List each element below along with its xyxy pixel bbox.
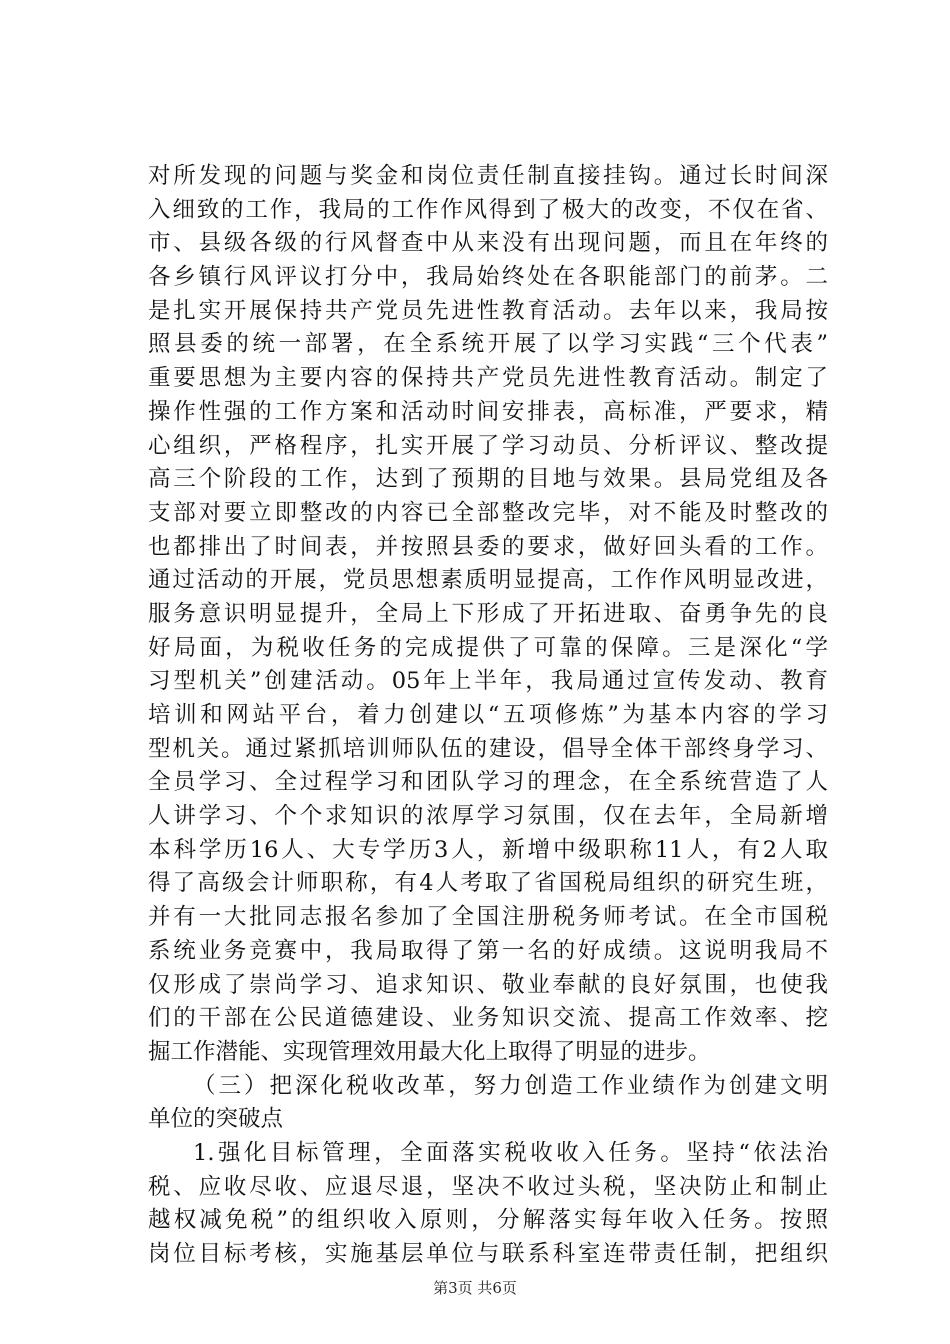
paragraph-end-line: 掘工作潜能、实现管理效用最大化上取得了明显的进步。: [148, 1038, 711, 1065]
text-line: 人讲学习、个个求知识的浓厚学习氛围，仅在去年，全局新增: [148, 803, 828, 830]
page-number-footer: 第3页 共6页: [433, 1279, 517, 1297]
text-line: 好局面，为税收任务的完成提供了可靠的保障。三是深化“学: [148, 634, 828, 661]
text-line: 们的干部在公民道德建设、业务知识交流、提高工作效率、挖: [148, 1005, 828, 1032]
text-line: 系统业务竞赛中，我局取得了第一名的好成绩。这说明我局不: [148, 937, 828, 964]
text-line: 培训和网站平台，着力创建以“五项修炼”为基本内容的学习: [148, 702, 828, 728]
text-line: 通过活动的开展，党员思想素质明显提高，工作作风明显改进，: [148, 567, 828, 594]
text-line: 本科学历16人、大专学历3人，新增中级职称11人，有2人取: [148, 836, 828, 863]
text-line: 得了高级会计师职称，有4人考取了省国税局组织的研究生班，: [148, 870, 828, 897]
text-line: 仅形成了崇尚学习、追求知识、敬业奉献的良好氛围，也使我: [148, 971, 828, 998]
text-line: 1.强化目标管理，全面落实税收收入任务。坚持“依法治: [193, 1139, 828, 1166]
text-line: 支部对要立即整改的内容已全部整改完毕，对不能及时整改的: [148, 499, 828, 526]
text-line: 各乡镇行风评议打分中，我局始终处在各职能部门的前茅。二: [148, 264, 828, 291]
section-heading-line: 单位的突破点: [148, 1106, 284, 1133]
text-line: 操作性强的工作方案和活动时间安排表，高标准，严要求，精: [148, 398, 828, 425]
text-line: 心组织，严格程序，扎实开展了学习动员、分析评议、整改提: [148, 432, 828, 459]
text-line: 全员学习、全过程学习和团队学习的理念，在全系统营造了人: [148, 769, 828, 796]
text-line: 型机关。通过紧抓培训师队伍的建设，倡导全体干部终身学习、: [148, 735, 828, 762]
section-heading-line: （三）把深化税收改革，努力创造工作业绩作为创建文明: [193, 1072, 828, 1099]
text-line: 市、县级各级的行风督查中从来没有出现问题，而且在年终的: [148, 230, 828, 257]
text-line: 并有一大批同志报名参加了全国注册税务师考试。在全市国税: [148, 904, 828, 931]
text-line: 岗位目标考核，实施基层单位与联系科室连带责任制，把组织: [148, 1241, 828, 1267]
text-line: 对所发现的问题与奖金和岗位责任制直接挂钩。通过长时间深: [148, 163, 828, 189]
document-body: [148, 160, 828, 1272]
text-line: 重要思想为主要内容的保持共产党员先进性教育活动。制定了: [148, 365, 828, 392]
text-line: 也都排出了时间表，并按照县委的要求，做好回头看的工作。: [148, 533, 828, 560]
text-line: 是扎实开展保持共产党员先进性教育活动。去年以来，我局按: [148, 297, 828, 324]
text-line: 照县委的统一部署，在全系统开展了以学习实践“三个代表”: [148, 331, 828, 358]
text-line: 税、应收尽收、应退尽退，坚决不收过头税，坚决防止和制止: [148, 1173, 828, 1200]
text-line: 入细致的工作，我局的工作作风得到了极大的改变，不仅在省、: [148, 196, 828, 223]
text-line: 服务意识明显提升，全局上下形成了开拓进取、奋勇争先的良: [148, 600, 828, 627]
text-line: 高三个阶段的工作，达到了预期的目地与效果。县局党组及各: [148, 466, 828, 493]
text-line: 习型机关”创建活动。05年上半年，我局通过宣传发动、教育: [148, 668, 828, 695]
text-line: 越权减免税”的组织收入原则，分解落实每年收入任务。按照: [148, 1207, 828, 1234]
